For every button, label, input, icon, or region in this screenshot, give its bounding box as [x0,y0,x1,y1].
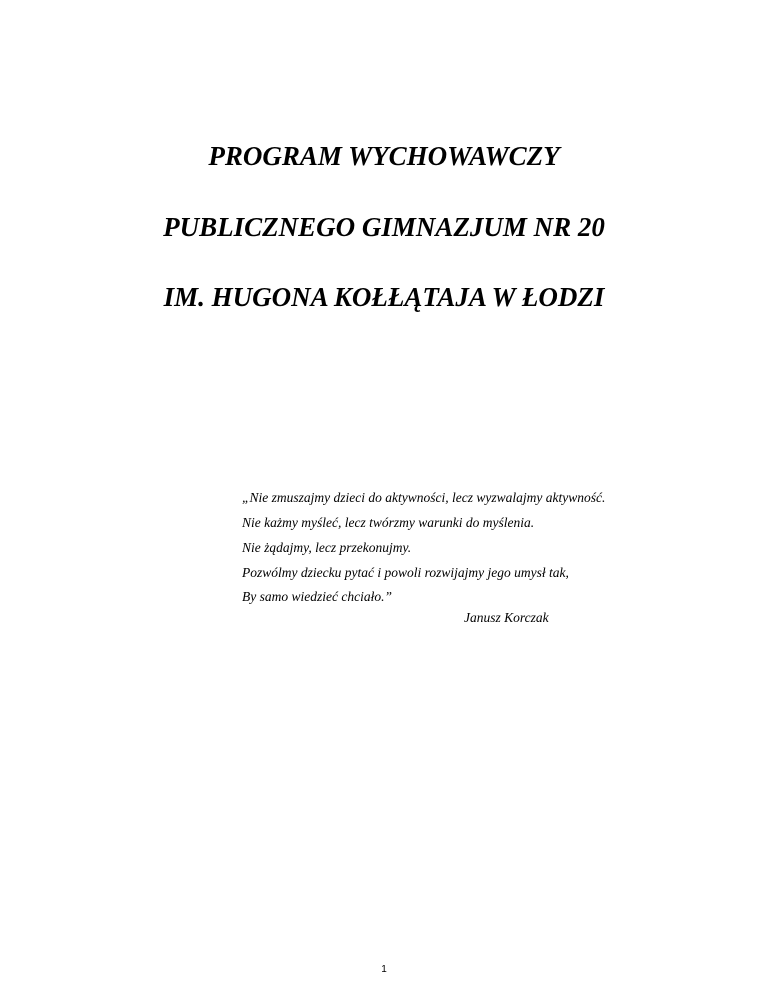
epigraph-line-3: Nie żądajmy, lecz przekonujmy. [242,540,412,555]
page-number: 1 [381,964,387,975]
title-line-1: PROGRAM WYCHOWAWCZY [208,141,560,171]
title-line-3: IM. HUGONA KOŁŁĄTAJA W ŁODZI [163,282,605,312]
epigraph-author: Janusz Korczak [464,610,549,625]
epigraph-line-5: By samo wiedzieć chciało.” [242,589,392,604]
epigraph-line-1: „Nie zmuszajmy dzieci do aktywności, lecz wyzwalajmy aktywność. [242,490,606,505]
epigraph-line-4: Pozwólmy dziecku pytać i powoli rozwijajmy jego umysł tak, [242,565,569,580]
epigraph-line-2: Nie każmy myśleć, lecz twórzmy warunki do myślenia. [242,515,535,530]
title-line-2: PUBLICZNEGO GIMNAZJUM NR 20 [163,212,605,242]
